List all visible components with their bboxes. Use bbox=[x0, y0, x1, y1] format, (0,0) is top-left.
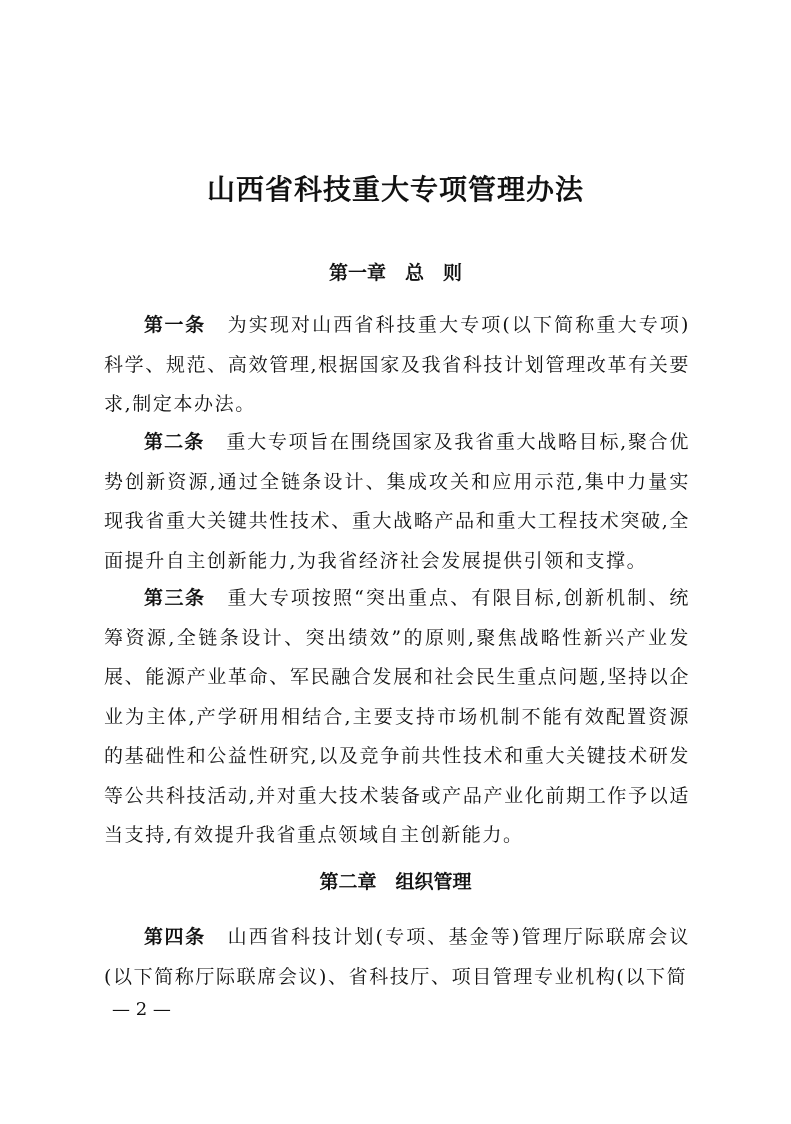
article-number: 第一条 bbox=[144, 314, 206, 336]
article-number: 第四条 bbox=[144, 926, 206, 948]
article-text: 重大专项按照“突出重点、有限目标,创新机制、统筹资源,全链条设计、突出绩效”的原则,聚焦战略性新兴产业发展、能源产业革命、军民融合发展和社会民生重点问题,坚持以企业为主体,产学研用相结合,主要支持市场机制不能有效配置资源的基础性和公益性研究,以及竞争前共性技术和重大关键技术研发等公共科技活动,并对重大技术装备或产品产业化前期工作予以适当支持,有效提升我省重点领域自主创新能力。 bbox=[104, 587, 690, 846]
page-number: — 2 — bbox=[112, 999, 171, 1020]
article-1 bbox=[104, 306, 690, 425]
chapter-heading-1: 第一章 总 则 bbox=[328, 262, 462, 284]
article-text: 山西省科技计划(专项、基金等)管理厅际联席会议(以下简称厅际联席会议)、省科技厅、项目管理专业机构(以下简 bbox=[104, 926, 690, 988]
article-number: 第二条 bbox=[144, 431, 205, 453]
article-number: 第三条 bbox=[144, 587, 206, 609]
article-4 bbox=[104, 918, 690, 997]
document-title: 山西省科技重大专项管理办法 bbox=[206, 173, 584, 206]
article-text: 为实现对山西省科技重大专项(以下简称重大专项)科学、规范、高效管理,根据国家及我省科技计划管理改革有关要求,制定本办法。 bbox=[104, 314, 690, 415]
article-text: 重大专项旨在围绕国家及我省重大战略目标,聚合优势创新资源,通过全链条设计、集成攻关和应用示范,集中力量实现我省重大关键共性技术、重大战略产品和重大工程技术突破,全面提升自主创新能力,为我省经济社会发展提供引领和支撑。 bbox=[104, 431, 690, 572]
chapter-heading-2: 第二章 组织管理 bbox=[319, 871, 472, 893]
article-3 bbox=[104, 579, 690, 856]
article-2 bbox=[104, 423, 690, 581]
